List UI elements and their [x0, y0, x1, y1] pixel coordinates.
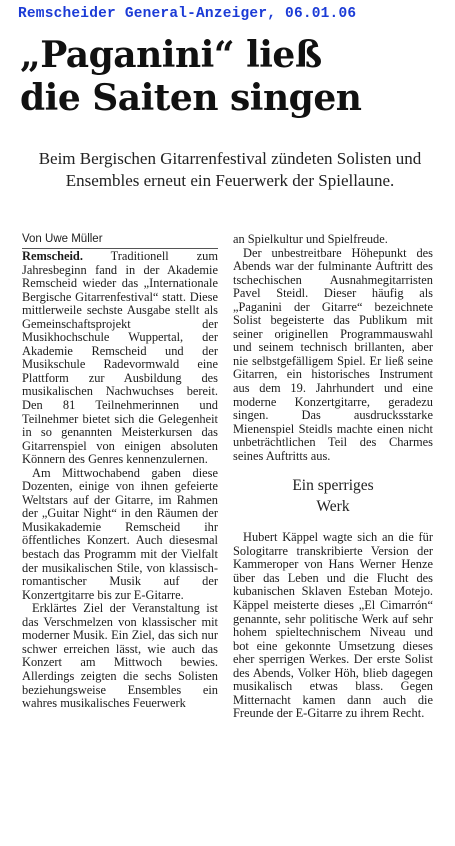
- paragraph-3-continued: an Spielkultur und Spielfreude.: [233, 232, 388, 246]
- headline-line-1: „Paganini“ ließ: [20, 34, 322, 76]
- headline-line-2: die Saiten singen: [20, 77, 362, 119]
- paragraph-5: Hubert Käppel wagte sich an die für Sologitarre transkribierte Version der Kammeroper von Hans Werner Henze über das Leben und die Flucht des kubanischen Sklaven Esteban Motejo. Käppel meisterte dieses „El Cimarrón“ genannte, sehr politische Werk auf sehr hohem spieltechnischem Niveau und bot eine gekonnte Umsetzung dieses eher sperrigen Werkes. Der erste Solist des Abends, Volker Höh, blieb dagegen musikalisch etwas blass. Gegen Mitternacht kamen dann auch die Freunde der E-Gitarre zu ihrem Recht.: [233, 530, 433, 721]
- crosshead: [233, 475, 433, 517]
- headline: [20, 34, 450, 120]
- dateline: Remscheid.: [22, 249, 83, 263]
- newspaper-source-line: Remscheider General-Anzeiger, 06.01.06: [18, 6, 357, 22]
- paragraph-2: Am Mittwochabend gaben diese Dozenten, einige von ihnen gefeierte Weltstars auf der Gitarre, im Rahmen der „Guitar Night“ in den Räumen der Musikakademie Remscheid ihr öffentliches Konzert. Auch diesesmal bestach das Programm mit der Vielfalt der musikalischen Stile, von klassisch-romantischer Musik auf der Konzertgitarre bis zur E-Gitarre.: [22, 465, 218, 602]
- crosshead-line-2: Werk: [316, 498, 350, 516]
- crosshead-line-1: Ein sperriges: [292, 477, 374, 495]
- subheadline: Beim Bergischen Gitarrenfestival zündeten Solisten und Ensembles erneut ein Feuerwerk der Spiellaune.: [38, 149, 422, 190]
- article-column-right: [233, 233, 433, 721]
- paragraph-4: Der unbestreitbare Höhepunkt des Abends war der fulminante Auftritt des tschechischen Ausnahmegitarristen Pavel Steidl. Dieser häufig als „Paganini der Gitarre“ bezeichnete Solist begeisterte das Publikum mit seiner originellen Programmauswahl und seinem technisch brillanten, aber nie selbstgefälligem Spiel. Er ließ seine Gitarren, ein historisches Instrument aus dem 19. Jahrhundert und eine moderne Konzertgitarre, geradezu singen. Das ausdrucksstarke Mienenspiel Steidls machte einen nicht unbeträchtlichen Teil des Charmes seines Auftritts aus.: [233, 245, 433, 463]
- paragraph-1-text: Traditionell zum Jahresbeginn fand in der Akademie Remscheid wieder das „Internationale Bergische Gitarrenfestival“ statt. Diese mittlerweile sechste Ausgabe stellt als Gemeinschaftsprojekt der Musikhochschule Wuppertal, der Akademie Remscheid und der Musikschule Radevormwald eine Plattform zur Ausbildung des musikalischen Nachwuchses bereit. Den 81 Teilnehmerinnen und Teilnehmer bietet sich die Gelegenheit in so genannten Meisterkursen das Gitarrenspiel von einigen absoluten Könnern des Genres kennenzulernen.: [22, 249, 218, 467]
- paragraph-3: Erklärtes Ziel der Veranstaltung ist das Verschmelzen von klassischer mit moderner Musik. Ein Ziel, das sich nur schwer erreichen lässt, wie auch das Konzert am Mittwoch bewies. Allerdings zeigten die sechs Solisten beziehungsweise Ensembles ein wahres musikalisches Feuerwerk: [22, 601, 218, 711]
- byline: Von Uwe Müller: [22, 233, 218, 249]
- article-column-left: [22, 250, 218, 711]
- paragraph-1: [22, 250, 218, 467]
